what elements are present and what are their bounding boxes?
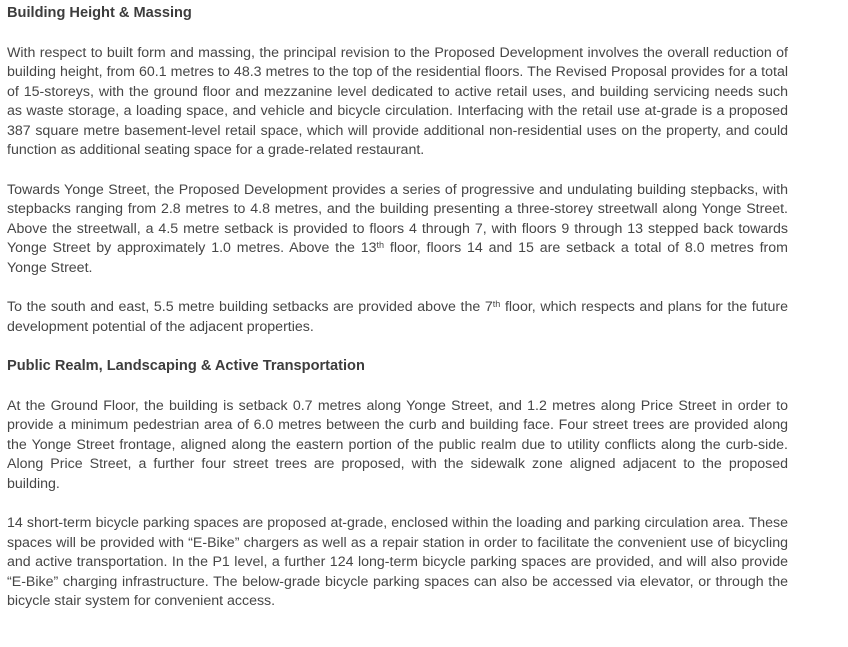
ordinal-superscript: th bbox=[492, 298, 501, 309]
paragraph-yonge-street-stepbacks bbox=[7, 181, 788, 279]
section-public-realm bbox=[7, 357, 788, 612]
paragraph-built-form-massing bbox=[7, 44, 788, 161]
section-heading-public-realm: Public Realm, Landscaping & Active Transportation bbox=[7, 358, 365, 374]
paragraph-bicycle-parking bbox=[7, 514, 788, 612]
paragraph-ground-floor-setbacks bbox=[7, 397, 788, 495]
section-heading-building-height-massing: Building Height & Massing bbox=[7, 5, 192, 21]
paragraph-text: At the Ground Floor, the building is setback 0.7 metres along Yonge Street, and 1.2 metres along Price Street in order to provide a minimum pedestrian area of 6.0 metres between the curb and building face. Four street trees are provided along the Yonge Street frontage, aligned along the eastern portion of the public realm due to utility conflicts along the curb-side. Along Price Street, a further four street trees are proposed, with the sidewalk zone aligned adjacent to the proposed building. bbox=[7, 397, 788, 492]
paragraph-text: 14 short-term bicycle parking spaces are proposed at-grade, enclosed within the loading and parking circulation area. These spaces will be provided with “E-Bike” chargers as well as a repair station in order to facilitate the convenient use of bicycling and active transportation. In the P1 level, a further 124 long-term bicycle parking spaces are provided, and will also provide “E-Bike” charging infrastructure. The below-grade bicycle parking spaces can also be accessed via elevator, or through the bicycle stair system for convenient access. bbox=[7, 515, 788, 609]
paragraph-text: floor, which respects and plans for the future development potential of the adjacent properties. bbox=[7, 299, 788, 335]
paragraph-text: Towards Yonge Street, the Proposed Development provides a series of progressive and undulating building stepbacks, with stepbacks ranging from 2.8 metres to 4.8 metres, and the building presenting a three-storey streetwall along Yonge Street. Above the streetwall, a 4.5 metre setback is provided to floors 4 through 7, with floors 9 through 13 stepped back towards Yonge Street by approximately 1.0 metres. Above the 13 bbox=[7, 181, 788, 256]
ordinal-superscript: th bbox=[376, 239, 385, 250]
paragraph-text: To the south and east, 5.5 metre building setbacks are provided above the 7 bbox=[7, 299, 493, 315]
section-building-height-massing bbox=[7, 4, 788, 337]
paragraph-text: floor, floors 14 and 15 are setback a total of 8.0 metres from Yonge Street. bbox=[7, 240, 788, 276]
paragraph-south-east-setbacks bbox=[7, 298, 788, 337]
paragraph-text: With respect to built form and massing, the principal revision to the Proposed Development involves the overall reduction of building height, from 60.1 metres to 48.3 metres to the top of the residential floors. The Revised Proposal provides for a total of 15-storeys, with the ground floor and mezzanine level dedicated to active retail uses, and building servicing needs such as waste storage, a loading space, and vehicle and bicycle circulation. Interfacing with the retail use at-grade is a proposed 387 square metre basement-level retail space, which will provide additional non-residential uses on the property, and could function as additional seating space for a grade-related restaurant. bbox=[7, 44, 788, 158]
